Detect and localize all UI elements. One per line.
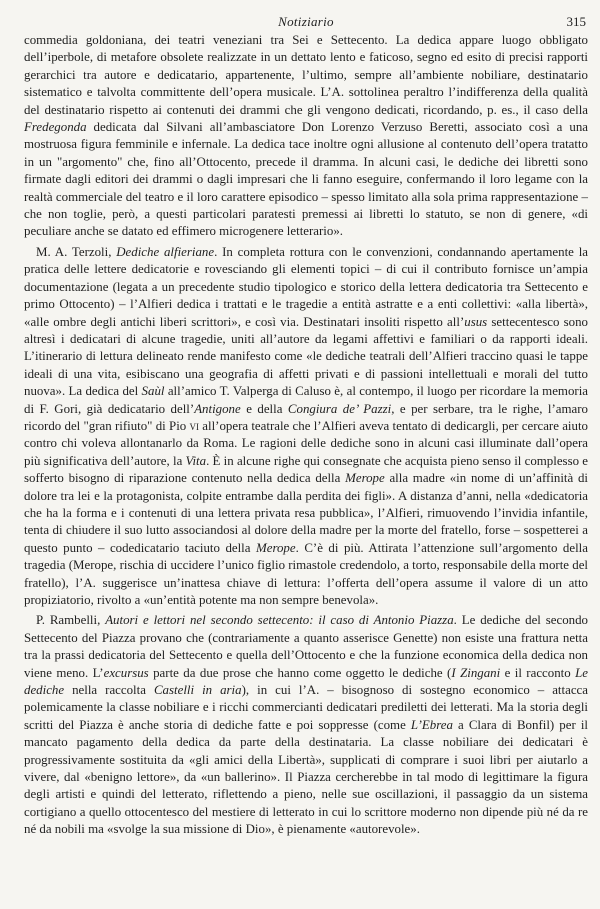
italic-title: I Zingani xyxy=(451,665,501,680)
text-run: parte da due prose che hanno come oggetto le dediche ( xyxy=(148,665,452,680)
italic-term: usus xyxy=(464,314,488,329)
entry-author: M. A. Terzoli, xyxy=(36,244,117,259)
running-head xyxy=(24,10,588,32)
text-run: a Clara di Bonfil) per il mancato pagamento della dedica da parte della destinataria. La classe nobiliare dei dedicatari è progressivamente sostituita da «gli amici della Libertà», supplicati di comprare i suoi libri per aiutarlo a vivere, dal «benigno lettore», da «un ballerino». Il Piazza cercherebbe in tal modo di legittimare la figura degli artisti e quindi del letterato, riflettendo a pieno, nelle sue oscillazioni, il passaggio da un sistema cortigiano a quello ottocentesco del mestiere di letterato in cui lo scrittore moderno non dipende più né da re né da nobili ma «svolge la sua missione di Dio», è pienamente «autorevole». xyxy=(24,717,589,837)
italic-title: Antigone xyxy=(194,401,241,416)
text-run: commedia goldoniana, dei teatri veneziani tra Sei e Settecento. La dedica appare luogo obbligato dell’iperbole, di metafore obsolete realizzate in un dettato lento e faticoso, segno ed esito di precisi rapporti gerarchici tra autore e dedicatario, appartenente, l’ultimo, sempre all’ambiente nobiliare, destinatario sistematico e talvolta committente dell’opera musicale. L’A. sottolinea peraltro l’indifferenza della qualità del destinatario rispetto ai contenuti dei drammi che gli vengono dedicati, ricordando, p. es., il caso della xyxy=(24,33,588,117)
text-run: settecentesco sono altresì i dedicatari di alcune tragedie, uniti all’autore da legami affettivi e familiari o da rapporti ideali. L’itinerario di lettura delineato rende manifesto come «le dediche teatrali dell’Alfieri traccino quasi le tappe ideali di una vita, esibiscano una geografia di affetti privati e di passioni intellettuali e morali del tutto nuova». La dedica del xyxy=(24,314,588,399)
entry-title: Autori e lettori nel secondo settecento: il caso di Antonio Piazza xyxy=(105,613,454,628)
italic-title: Congiura de’ Pazzi xyxy=(287,401,392,416)
italic-title: Saùl xyxy=(141,384,165,399)
text-run: all’amico T. Valperga di Caluso è, al contempo, il luogo per ricordare la memoria di F. Gori, già dedicatario dell’ xyxy=(24,384,589,416)
italic-title: Merope xyxy=(345,471,385,486)
text-run: e della xyxy=(240,401,288,416)
entry-title: Dediche alfieriane xyxy=(116,244,215,259)
text-run: alla madre «in nome di un’affinità di dolore tra lei e la protagonista, colpite entrambe dalla perdita dei figli». A distanza d’anni, nella «dedicatoria che ha la forma e i contenuti di una lettera privata resa pubblica», l’Alfieri, rimuovendo l’invidia infantile, tenta di chiudere il suo lutto associandosi al dolore della madre per la morte del fratello, forse – sospetterei a questo punto – codedicatario taciuto della xyxy=(24,471,588,555)
small-caps-numeral: vi xyxy=(189,418,199,433)
text-run: . È in alcune righe qui consegnate che acquista pieno senso il complesso e sofferto bisogno di riparazione contenuto nella dedica della xyxy=(24,453,589,486)
entry-author: P. Rambelli, xyxy=(36,613,106,628)
text-run: . Le dediche del secondo Settecento del Piazza provano che (contrariamente a quanto asserisce Genette) non esiste una frattura netta tra la prassi dedicatoria del Settecento e quella dell’Ottocento e che la funzione economica della dedica non viene meno. L’ xyxy=(24,613,588,680)
italic-term: excursus xyxy=(103,665,149,680)
italic-title: L’Ebrea xyxy=(410,717,453,732)
paragraph-rambelli xyxy=(24,612,588,838)
text-run: e il racconto xyxy=(500,665,576,680)
italic-title: Vita xyxy=(185,453,207,468)
text-run: nella raccolta xyxy=(64,683,154,698)
text-run: , e per serbare, tra le righe, l’amaro ricordo del "gran rifiuto" di Pio xyxy=(24,401,588,433)
running-head-title: Notiziario xyxy=(278,14,334,29)
paragraph-terzoli xyxy=(24,244,588,610)
paragraph-goldoni-continuation xyxy=(24,32,588,241)
text-run: ), in cui l’A. – bisognoso di sostegno economico – attacca polemicamente la classe nobiliare e i ricchi commercianti dedicatari prediletti dei letterati. Ma la storia degli scritti del Piazza è anche storia di dediche fatte e poi soppresse (come xyxy=(24,683,588,732)
italic-title: Fredegonda xyxy=(24,120,87,135)
italic-title: Le dediche xyxy=(24,665,589,698)
text-run: . In completa rottura con le convenzioni, condannando apertamente la pratica delle lettere dedicatorie e rovesciando gli elementi topici – di cui il contributo fornisce un’ampia documentazione (legata a un precedente studio tipologico e storico della lettera dedicatoria tra Settecento e primo Ottocento) – l’Alfieri dedica i trattati e le tragedie a entità astratte e a enti collettivi: «alla libertà», «alle ombre degli antichi liberi scrittori», e così via. Destinatari insoliti rispetto all’ xyxy=(24,244,589,329)
italic-title: Merope xyxy=(255,540,296,555)
text-run: . C’è di più. Attirata l’attenzione sull’argomento della tragedia (Merope, rischia di uccidere l’unico figlio rimastole credendolo, a torto, responsabile della morte del fratello), l’A. suggerisce un’inattesa chiave di lettura: l’offerta dell’opera assume il valore di un atto propiziatorio, rivolto a «un’entità potente ma non sempre benevola». xyxy=(24,540,588,607)
page-number: 315 xyxy=(566,14,586,29)
text-run: dedicata dal Silvani all’ambasciatore Don Lorenzo Verzuso Beretti, associato così a una mostruosa figura femminile e infernale. La dedica tace inoltre ogni allusione al contenuto dell’opera tratatto in un "argomento" che, fino all’Ottocento, precede il dramma. In alcuni casi, le dediche dei libretti sono firmate dagli editori dei drammi o dagli impresari che li fanno eseguire, confermando il loro legame con la realtà commerciale del teatro e il loro carattere episodico – spesso limitato alla sola prima rappresentazione – che non toglie, però, a questi particolari paratesti premessi ai libretti lo statuto, se non di genere, «di peculiare anche se datato ed effimero microgenere letterario». xyxy=(24,120,588,239)
text-run: all’opera teatrale che l’Alfieri aveva tentato di dedicargli, per cercare aiuto contro chi voleva allontanarlo da Roma. Le ragioni delle dediche sono in alcuni casi illuminate dall’opera più significativa dell’autore, la xyxy=(24,418,588,468)
italic-title: Castelli in aria xyxy=(153,683,242,698)
body-text xyxy=(24,32,588,839)
